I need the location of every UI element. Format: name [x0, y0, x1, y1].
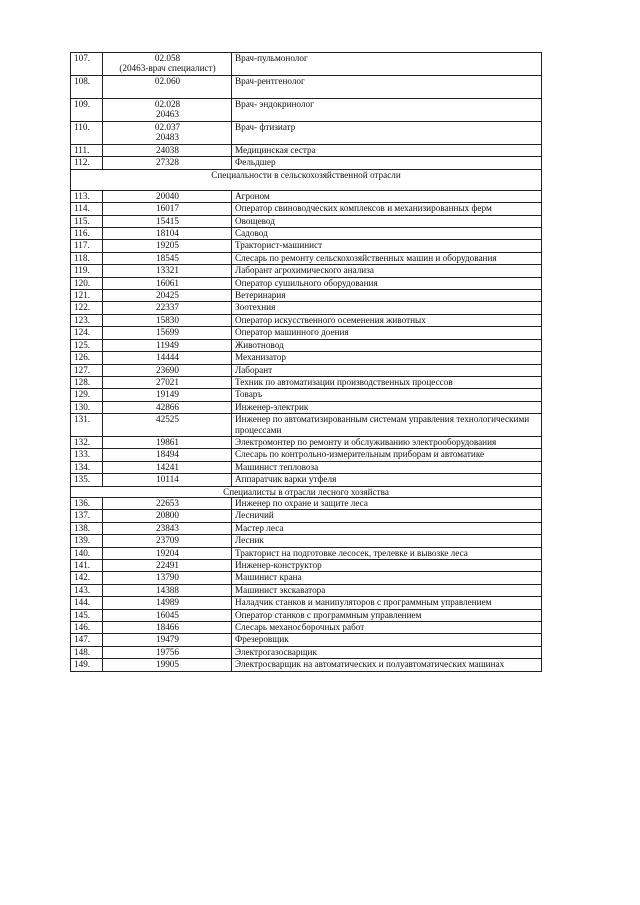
code-value: 02.028 [154, 99, 181, 109]
profession-code [103, 364, 232, 376]
profession-name: Лаборант [232, 364, 542, 376]
code-value: 20040 [156, 190, 179, 201]
profession-name: Оператор машинного доения [232, 327, 542, 339]
profession-code [103, 414, 232, 437]
code-value: 14989 [156, 597, 179, 608]
table-row [71, 364, 542, 376]
table-row [71, 99, 542, 122]
profession-name: Машинист крана [232, 572, 542, 584]
code-value: 19861 [156, 436, 179, 447]
profession-code [103, 461, 232, 473]
profession-name: Аппаратчик варки утфеля [232, 474, 542, 486]
profession-name: Техник по автоматизации производственных процессов [232, 376, 542, 388]
row-number: 111. [71, 145, 103, 157]
profession-name: Оператор сушильного оборудования [232, 277, 542, 289]
row-number: 120. [71, 277, 103, 289]
profession-name: Механизатор [232, 352, 542, 364]
code-value: 23690 [156, 364, 179, 375]
row-number: 142. [71, 572, 103, 584]
table-row [71, 327, 542, 339]
profession-code [103, 240, 232, 252]
row-number: 138. [71, 522, 103, 534]
row-number: 133. [71, 449, 103, 461]
profession-name: Мастер леса [232, 522, 542, 534]
row-number: 122. [71, 302, 103, 314]
profession-code [103, 339, 232, 351]
table-row [71, 522, 542, 534]
code-value: 19905 [156, 659, 179, 670]
table-row [71, 376, 542, 388]
row-number: 127. [71, 364, 103, 376]
table-row [71, 252, 542, 264]
code-value: 15830 [156, 314, 179, 325]
row-number: 123. [71, 314, 103, 326]
row-number: 107. [71, 53, 103, 76]
table-row [71, 228, 542, 240]
profession-name: Фельдшер [232, 157, 542, 169]
profession-name: Врач- эндокринолог [232, 99, 542, 122]
profession-code [103, 659, 232, 671]
table-row [71, 157, 542, 169]
code-value: 18494 [156, 449, 179, 460]
profession-code [103, 449, 232, 461]
table-row [71, 122, 542, 145]
profession-code [103, 99, 232, 122]
profession-code [103, 76, 232, 99]
code-value: 18104 [156, 228, 179, 239]
profession-name: Товаръ [232, 389, 542, 401]
profession-code [103, 634, 232, 646]
row-number: 131. [71, 414, 103, 437]
row-number: 121. [71, 290, 103, 302]
code-value: 16045 [156, 609, 179, 620]
code-secondary: 20463 [156, 109, 179, 120]
table-row [71, 265, 542, 277]
profession-name: Оператор станков с программным управлением [232, 609, 542, 621]
table-row [71, 215, 542, 227]
table-row [71, 240, 542, 252]
profession-code [103, 265, 232, 277]
profession-code [103, 547, 232, 559]
table-row [71, 622, 542, 634]
profession-code [103, 646, 232, 658]
table-row [71, 314, 542, 326]
profession-name: Врач-пульмонолог [232, 53, 542, 76]
profession-name: Агроном [232, 190, 542, 202]
table-row [71, 597, 542, 609]
row-number: 135. [71, 474, 103, 486]
code-value: 02.058 [154, 53, 181, 63]
profession-code [103, 352, 232, 364]
code-value: 23843 [156, 522, 179, 533]
profession-code [103, 389, 232, 401]
row-number: 126. [71, 352, 103, 364]
row-number: 147. [71, 634, 103, 646]
code-value: 27021 [156, 376, 179, 387]
code-value: 10114 [156, 474, 179, 485]
table-row [71, 584, 542, 596]
table-row [71, 401, 542, 413]
profession-name: Слесарь по ремонту сельскохозяйственных машин и оборудования [232, 252, 542, 264]
code-value: 14388 [156, 584, 179, 595]
profession-code [103, 584, 232, 596]
profession-name: Врач-рентгенолог [232, 76, 542, 99]
code-value: 11949 [156, 339, 179, 350]
profession-name: Наладчик станков и манипуляторов с программным управлением [232, 597, 542, 609]
profession-code [103, 122, 232, 145]
profession-name: Ветеринария [232, 290, 542, 302]
row-number: 146. [71, 622, 103, 634]
table-row [71, 646, 542, 658]
profession-code [103, 190, 232, 202]
code-value: 13790 [156, 572, 179, 583]
profession-name: Медицинская сестра [232, 145, 542, 157]
profession-code [103, 53, 232, 76]
table-row [71, 535, 542, 547]
profession-name: Тракторист-машинист [232, 240, 542, 252]
profession-code [103, 376, 232, 388]
professions-table-body [71, 53, 542, 672]
professions-table [70, 52, 542, 672]
profession-code [103, 560, 232, 572]
table-row [71, 145, 542, 157]
profession-code [103, 609, 232, 621]
profession-name: Инженер-электрик [232, 401, 542, 413]
profession-name: Животновод [232, 339, 542, 351]
code-value: 22337 [156, 302, 179, 313]
profession-code [103, 302, 232, 314]
profession-name: Оператор свиноводческих комплексов и механизированных ферм [232, 203, 542, 215]
code-secondary: 20483 [156, 132, 179, 143]
code-value: 14241 [156, 461, 179, 472]
section-title: Специальности в сельскохозяйственной отрасли [71, 169, 542, 190]
table-row [71, 461, 542, 473]
row-number: 148. [71, 646, 103, 658]
profession-name: Машинист тепловоза [232, 461, 542, 473]
profession-name: Лесничий [232, 510, 542, 522]
profession-name: Зоотехния [232, 302, 542, 314]
row-number: 139. [71, 535, 103, 547]
profession-code [103, 157, 232, 169]
code-value: 15415 [156, 215, 179, 226]
profession-code [103, 474, 232, 486]
row-number: 132. [71, 436, 103, 448]
code-value: 27328 [156, 157, 179, 168]
code-value: 13321 [156, 265, 179, 276]
section-title: Специалисты в отрасли лесного хозяйства [71, 486, 542, 497]
table-row [71, 560, 542, 572]
row-number: 114. [71, 203, 103, 215]
code-value: 42866 [156, 401, 179, 412]
code-value: 19479 [156, 634, 179, 645]
row-number: 149. [71, 659, 103, 671]
profession-code [103, 597, 232, 609]
table-row [71, 339, 542, 351]
row-number: 119. [71, 265, 103, 277]
row-number: 128. [71, 376, 103, 388]
profession-code [103, 436, 232, 448]
table-row [71, 203, 542, 215]
row-number: 118. [71, 252, 103, 264]
code-value: 18466 [156, 622, 179, 633]
code-value: 24038 [156, 145, 179, 155]
row-number: 116. [71, 228, 103, 240]
code-value: 20425 [156, 290, 179, 301]
table-row [71, 572, 542, 584]
code-value: 22653 [156, 497, 179, 508]
table-row [71, 609, 542, 621]
profession-code [103, 252, 232, 264]
row-number: 113. [71, 190, 103, 202]
table-row [71, 414, 542, 437]
code-secondary: (20463-врач специалист) [119, 63, 216, 74]
profession-name: Оператор искусственного осеменения животных [232, 314, 542, 326]
profession-code [103, 314, 232, 326]
profession-code [103, 290, 232, 302]
table-row [71, 436, 542, 448]
profession-name: Тракторист на подготовке лесосек, трелевке и вывозке леса [232, 547, 542, 559]
code-value: 02.037 [154, 122, 181, 132]
code-value: 20800 [156, 510, 179, 521]
profession-name: Машинист экскаватора [232, 584, 542, 596]
profession-name: Инженер по охране и защите леса [232, 497, 542, 509]
profession-name: Электромонтер по ремонту и обслуживанию электрооборудования [232, 436, 542, 448]
profession-name: Электрогазосварщик [232, 646, 542, 658]
table-row [71, 352, 542, 364]
profession-name: Слесарь по контрольно-измерительным приборам и автоматике [232, 449, 542, 461]
code-value: 16017 [156, 203, 179, 214]
section-row [71, 486, 542, 497]
table-row [71, 547, 542, 559]
table-row [71, 510, 542, 522]
row-number: 140. [71, 547, 103, 559]
profession-code [103, 535, 232, 547]
row-number: 141. [71, 560, 103, 572]
profession-name: Врач- фтизиатр [232, 122, 542, 145]
row-number: 136. [71, 497, 103, 509]
profession-name: Инженер-конструктор [232, 560, 542, 572]
table-row [71, 389, 542, 401]
code-value: 16061 [156, 277, 179, 288]
row-number: 115. [71, 215, 103, 227]
table-row [71, 190, 542, 202]
code-value: 19756 [156, 646, 179, 657]
code-value: 42525 [156, 414, 179, 425]
profession-name: Электросварщик на автоматических и полуавтоматических машинах [232, 659, 542, 671]
row-number: 145. [71, 609, 103, 621]
table-row [71, 302, 542, 314]
profession-code [103, 145, 232, 157]
profession-code [103, 622, 232, 634]
profession-name: Слесарь механосборочных работ [232, 622, 542, 634]
profession-code [103, 497, 232, 509]
profession-code [103, 401, 232, 413]
table-row [71, 474, 542, 486]
table-row [71, 634, 542, 646]
row-number: 144. [71, 597, 103, 609]
code-value: 23709 [156, 535, 179, 546]
row-number: 125. [71, 339, 103, 351]
table-row [71, 53, 542, 76]
profession-name: Инженер по автоматизированным системам управления технологическими процессами [232, 414, 542, 437]
row-number: 129. [71, 389, 103, 401]
row-number: 110. [71, 122, 103, 145]
profession-name: Овощевод [232, 215, 542, 227]
row-number: 143. [71, 584, 103, 596]
code-value: 15699 [156, 327, 179, 338]
profession-code [103, 572, 232, 584]
profession-code [103, 327, 232, 339]
code-value: 14444 [156, 352, 179, 363]
row-number: 137. [71, 510, 103, 522]
code-value: 19204 [156, 547, 179, 558]
profession-name: Лесник [232, 535, 542, 547]
profession-code [103, 522, 232, 534]
profession-name: Садовод [232, 228, 542, 240]
row-number: 112. [71, 157, 103, 169]
profession-name: Лаборант агрохимического анализа [232, 265, 542, 277]
profession-code [103, 203, 232, 215]
table-row [71, 277, 542, 289]
code-value: 18545 [156, 252, 179, 263]
profession-code [103, 228, 232, 240]
table-row [71, 290, 542, 302]
row-number: 130. [71, 401, 103, 413]
row-number: 124. [71, 327, 103, 339]
row-number: 109. [71, 99, 103, 122]
profession-name: Фрезеровщик [232, 634, 542, 646]
profession-code [103, 510, 232, 522]
row-number: 108. [71, 76, 103, 99]
table-row [71, 76, 542, 99]
row-number: 134. [71, 461, 103, 473]
section-row [71, 169, 542, 190]
profession-code [103, 277, 232, 289]
table-row [71, 659, 542, 671]
profession-code [103, 215, 232, 227]
code-value: 19149 [156, 389, 179, 400]
code-value: 22491 [156, 560, 179, 570]
code-value: 02.060 [154, 76, 181, 86]
row-number: 117. [71, 240, 103, 252]
code-value: 19205 [156, 240, 179, 251]
table-row [71, 449, 542, 461]
table-row [71, 497, 542, 509]
